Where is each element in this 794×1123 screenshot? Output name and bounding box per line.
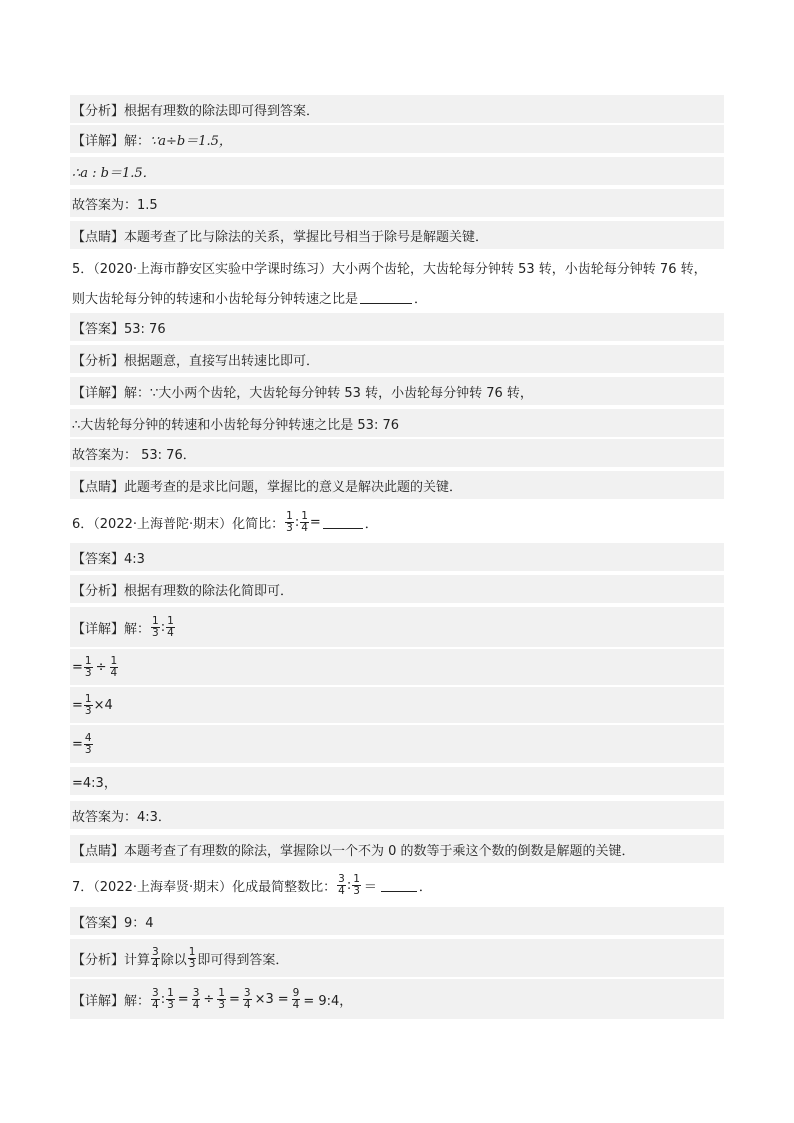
equals-sign: = [228, 991, 240, 1007]
q7-analysis-mid: 除以 [160, 952, 187, 968]
q4-answer-line-text: 故答案为：1.5 [72, 197, 158, 213]
fraction: $\frac{1}{3}$ [218, 986, 225, 1011]
q6-question [70, 505, 724, 539]
divide-sign: ÷ [95, 659, 107, 675]
q7-analysis-end: 即可得到答案． [197, 952, 289, 968]
q4-comment [70, 221, 724, 249]
fraction: $\frac{1}{3}$ [188, 945, 196, 970]
fraction: $\frac{1}{4}$ [167, 614, 174, 639]
q6-analysis-text: 【分析】根据有理数的除法化简即可． [72, 583, 294, 599]
q7-detail [70, 979, 724, 1019]
q6-step2 [70, 687, 724, 723]
q5-question-line1 [70, 253, 724, 281]
q4-detail-label: 【详解】解： [72, 133, 151, 149]
q6-question-end: ． [364, 516, 378, 532]
q7-detail-label: 【详解】解： [72, 993, 151, 1009]
q6-answer-line [70, 801, 724, 829]
q4-detail [70, 125, 724, 153]
equals-sign: = [72, 697, 83, 713]
fraction: $\frac{3}{4}$ [338, 872, 345, 897]
fraction: $\frac{4}{3}$ [84, 731, 92, 756]
ratio-colon: : [160, 991, 166, 1007]
q6-question-text: 6．（2022·上海普陀·期末）化简比： [72, 516, 285, 532]
fraction: $\frac{1}{3}$ [152, 614, 159, 639]
q6-answer-text: 【答案】4:3 [72, 551, 145, 567]
q7-question [70, 867, 724, 903]
q5-analysis [70, 345, 724, 373]
q7-question-end: ． [418, 879, 432, 895]
equals-sign: = [277, 991, 289, 1007]
q5-question-text: 5．（2020·上海市静安区实验中学课时练习）大小两个齿轮，大齿轮每分钟转 53 转，小齿轮每分钟转 76 转， [72, 261, 707, 277]
q4-analysis-text: 【分析】根据有理数的除法即可得到答案． [72, 103, 320, 119]
equals-sign: = [177, 991, 189, 1007]
q6-step1 [70, 649, 724, 685]
q5-answer [70, 313, 724, 341]
q5-comment-text: 【点睛】此题考查的是求比问题，掌握比的意义是解决此题的关键． [72, 479, 463, 495]
fraction: $\frac{1}{3}$ [84, 692, 92, 717]
q5-analysis-text: 【分析】根据题意，直接写出转速比即可． [72, 353, 320, 369]
fraction: $\frac{1}{3}$ [286, 509, 293, 534]
q6-comment [70, 835, 724, 863]
q4-analysis [70, 95, 724, 123]
q6-step4 [70, 767, 724, 795]
q6-detail [70, 607, 724, 647]
fraction: $\frac{1}{3}$ [353, 872, 360, 897]
q5-question-line2 [70, 283, 724, 311]
divide-sign: ÷ [203, 991, 215, 1007]
q4-conclusion [70, 157, 724, 185]
q6-answer-line-text: 故答案为：4:3． [72, 809, 171, 825]
equals-sign: = [72, 736, 83, 752]
q5-conclusion [70, 409, 724, 437]
q5-question-end: ． [414, 291, 428, 307]
q5-comment [70, 471, 724, 499]
q4-comment-text: 【点睛】本题考查了比与除法的关系，掌握比号相当于除号是解题关键． [72, 229, 489, 245]
q5-detail [70, 377, 724, 405]
q6-step3 [70, 725, 724, 763]
equals-sign: = [309, 514, 321, 530]
fraction: $\frac{3}{4}$ [152, 945, 159, 970]
q4-conclusion-text: ∴a : b＝1.5． [72, 165, 156, 181]
q5-answer-text: 【答案】53: 76 [72, 321, 166, 337]
answer-blank [323, 516, 363, 529]
q6-answer [70, 543, 724, 571]
q7-detail-result: = 9:4， [303, 993, 353, 1009]
ratio-colon: : [160, 619, 166, 635]
q5-detail-text: 【详解】解：∵大小两个齿轮，大齿轮每分钟转 53 转，小齿轮每分钟转 76 转， [72, 385, 533, 401]
answer-blank [381, 879, 417, 892]
q7-analysis-label: 【分析】计算 [72, 952, 151, 968]
q5-answer-line [70, 439, 724, 467]
q5-answer-line-text: 故答案为： 53: 76． [72, 447, 196, 463]
q6-comment-text: 【点睛】本题考查了有理数的除法，掌握除以一个不为 0 的数等于乘这个数的倒数是解题的关键． [72, 843, 635, 859]
answer-blank [360, 291, 412, 304]
equals-sign: ＝ [363, 879, 377, 895]
q4-detail-formula: ∵a÷b＝1.5， [150, 133, 232, 149]
fraction: $\frac{1}{4}$ [301, 509, 308, 534]
ratio-colon: : [346, 877, 352, 893]
equals-sign: = [72, 659, 83, 675]
q5-conclusion-text: ∴大齿轮每分钟的转速和小齿轮每分钟转速之比是 53: 76 [72, 417, 399, 433]
q6-step4-text: =4:3， [72, 775, 117, 791]
multiply-term: ×3 [254, 991, 274, 1007]
q6-analysis [70, 575, 724, 603]
q7-answer-text: 【答案】9：4 [72, 915, 154, 931]
fraction: $\frac{3}{4}$ [192, 986, 200, 1011]
q7-question-text: 7．（2022·上海奉贤·期末）化成最简整数比： [72, 879, 337, 895]
ratio-colon: : [294, 514, 300, 530]
fraction: $\frac{1}{3}$ [167, 986, 174, 1011]
fraction: $\frac{1}{3}$ [84, 654, 92, 679]
q4-answer-line [70, 189, 724, 217]
q5-question-text-2: 则大齿轮每分钟的转速和小齿轮每分钟转速之比是 [72, 291, 359, 307]
multiply-term: ×4 [93, 697, 113, 713]
fraction: $\frac{1}{4}$ [110, 654, 118, 679]
fraction: $\frac{3}{4}$ [243, 986, 251, 1011]
fraction: $\frac{9}{4}$ [292, 986, 300, 1011]
q6-detail-label: 【详解】解： [72, 621, 151, 637]
q7-answer [70, 907, 724, 935]
q7-analysis [70, 939, 724, 977]
fraction: $\frac{3}{4}$ [152, 986, 159, 1011]
